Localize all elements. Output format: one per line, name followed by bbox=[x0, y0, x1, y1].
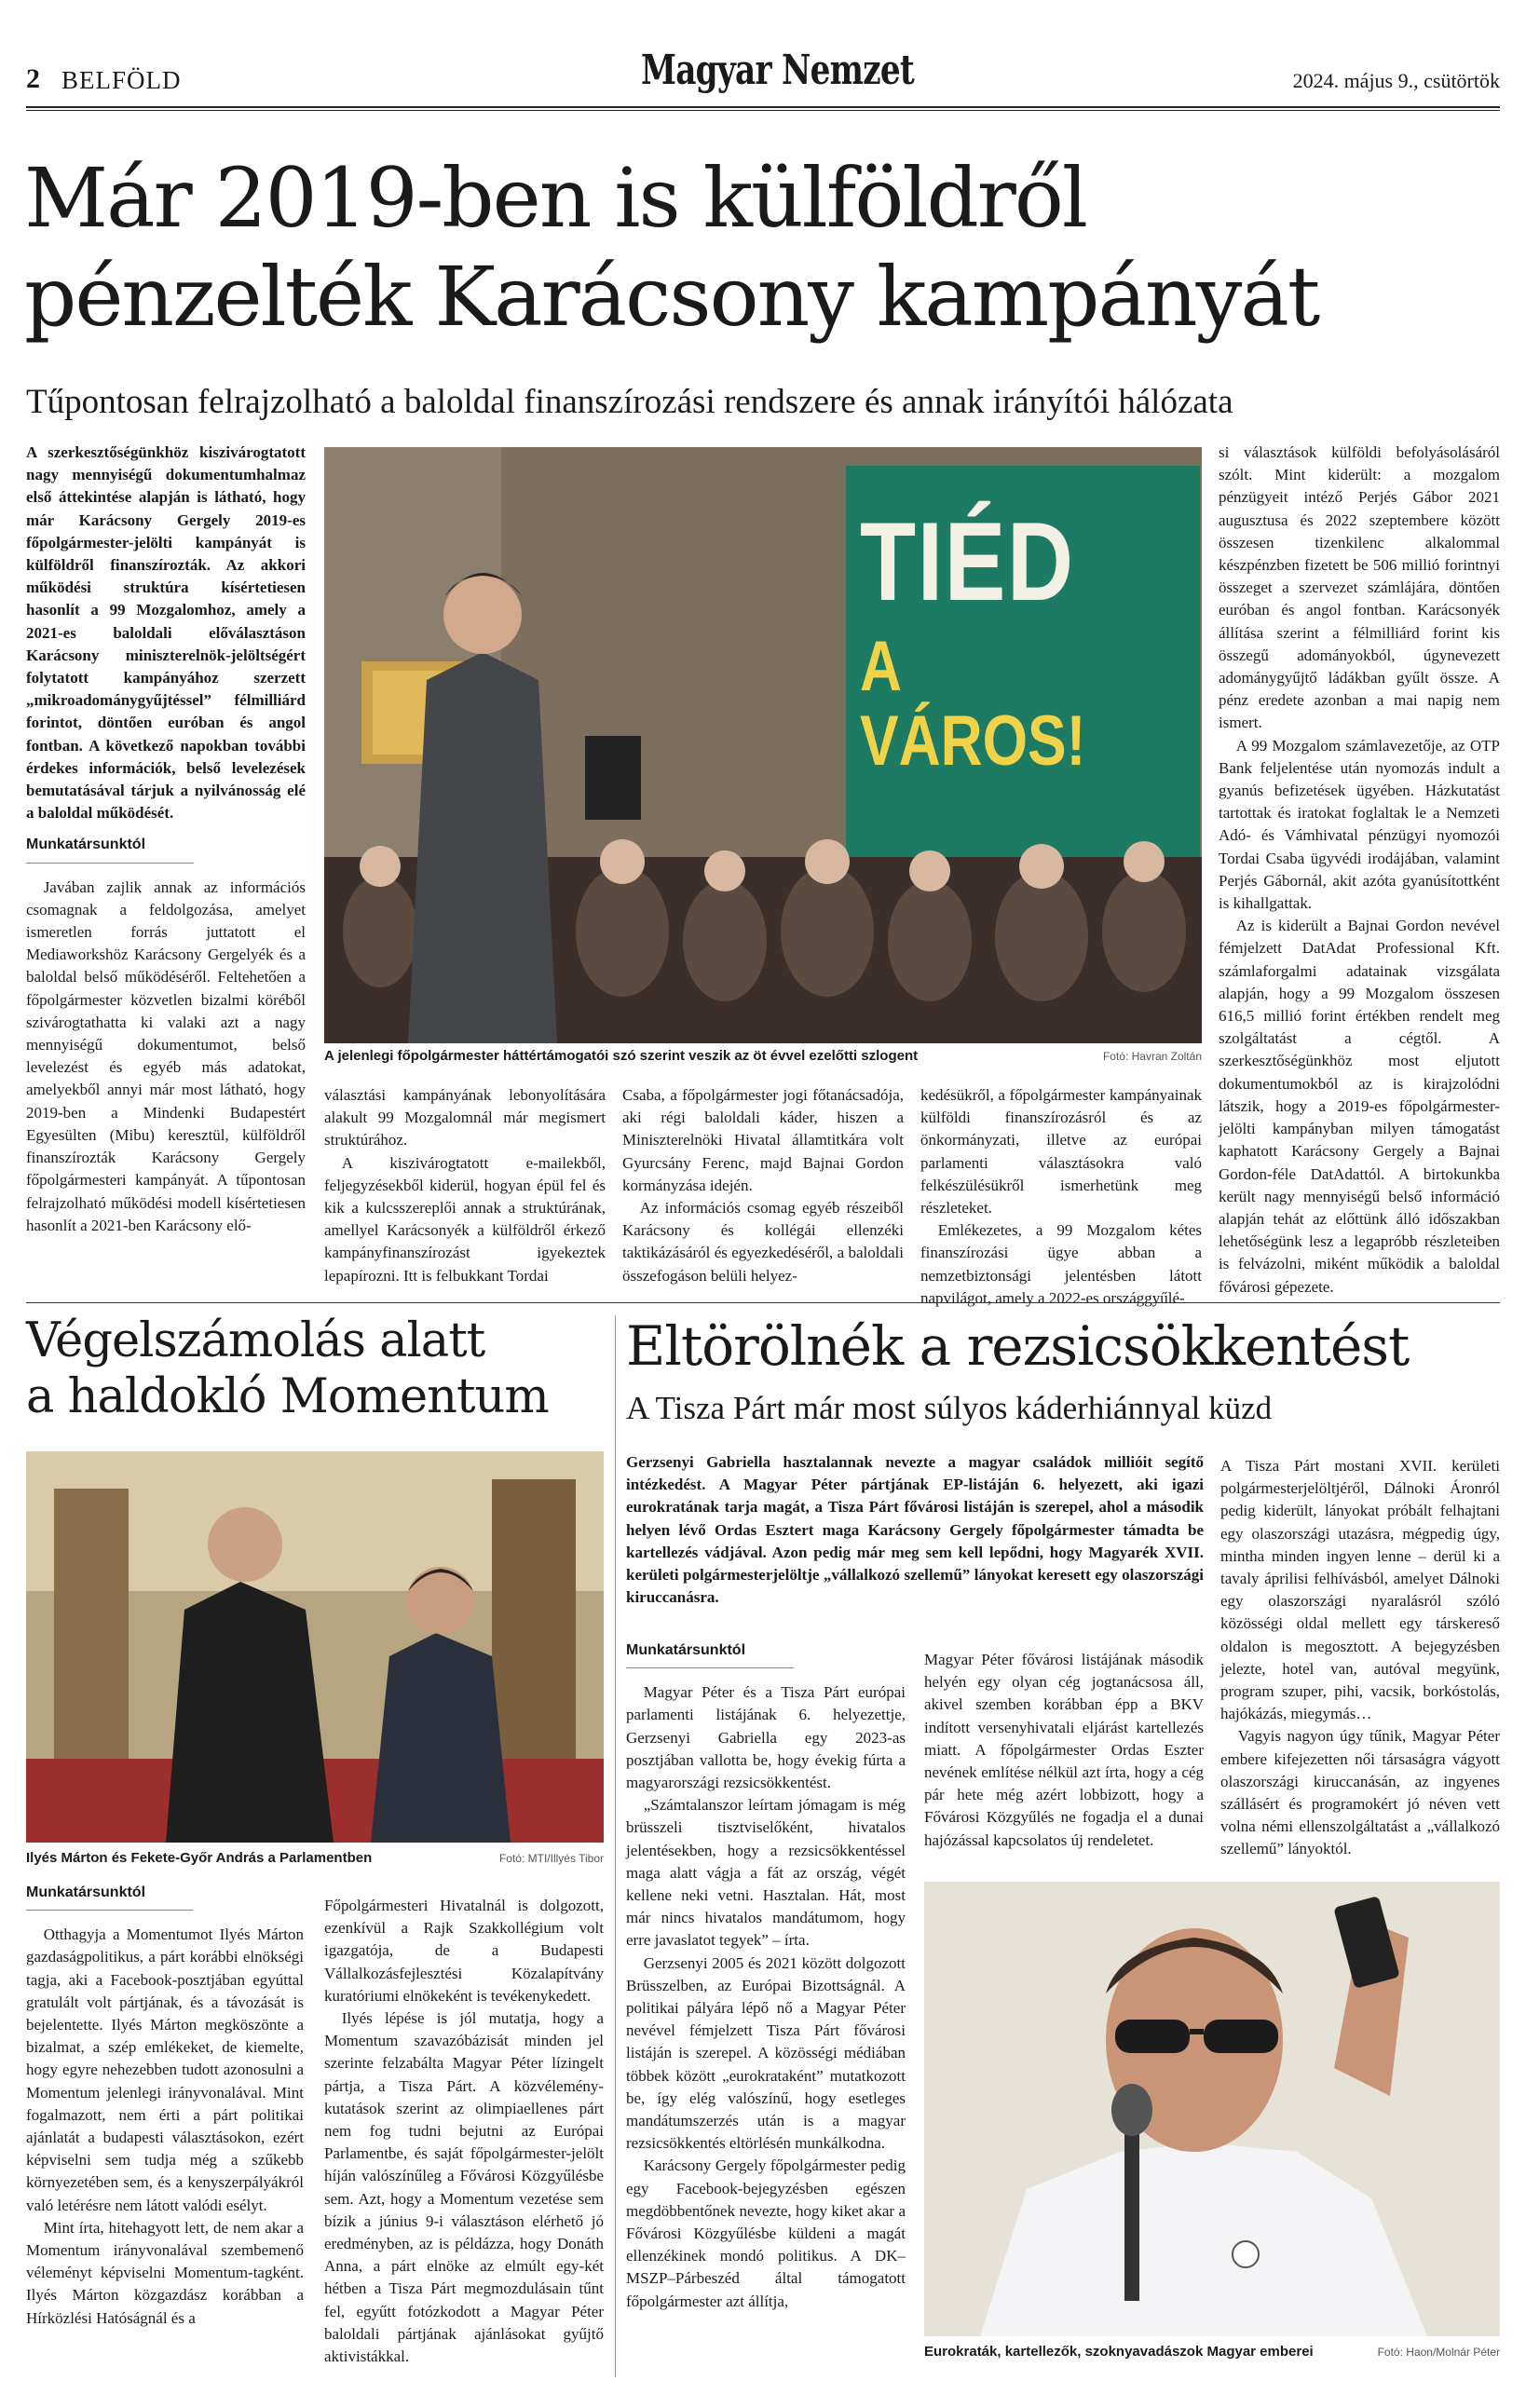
article1-lead: A szerkesztőségünkhöz kiszivárogtatott nagy mennyiségű dokumentumhalmaz első áttekintése alapján is látható, hogy már Karácsony Gergely 2019-es főpolgármester-jelölti kampányát is külföldről finanszírozták. Az akkori működési struktúra kísértetiesen hasonlít a 99 Mozgalomhoz, amely a 2021-es baloldali előválasztáson Karácsony miniszterelnök-jelöltségért folytatott kampányához szerzett „mikroadománygyűjtéssel” félmilliárd forintot, döntően euróban és angol fontban. A következő napokban további érdekes információk, belső levelezések bemutatásával tárjuk a nyilvánosság elé a baloldal működését. bbox=[26, 443, 306, 823]
article3-photo-caption bbox=[924, 2344, 1500, 2360]
banner-line1: TIÉD bbox=[860, 499, 1075, 624]
speaker-box bbox=[585, 736, 641, 820]
article3-col1-p1: Magyar Péter és a Tisza Párt európai parlamenti listájának 6. helyezettje, Gerzsenyi Gabriella egy 2023-as posztjában vallotta be, hogy évekig fúrta a magyarországi rezsicsökkentést. bbox=[626, 1683, 906, 1792]
article2-col1-p1: Otthagyja a Momentumot Ilyés Márton gazdaságpolitikus, a párt korábbi elnökségi tagja, aki a Facebook-posztjában egyúttal gratulált volt pártjának, és a távozását is bejelentette. Ilyés Márton megköszönte a bizalmat, a szép emlékeket, de kiemelte, hogy egyre nehezebben tudott azonosulni a Momentum jelenlegi irányvonalával. Mint fogalmazott, nem érti a párt politikai ajánlatát a budapesti választásokon, ezért képviselni sem tudja még a szűkebb környezetében sem, és a kenyszerpályákról való letérésre nem látott valódi esélyt. bbox=[26, 1925, 304, 2214]
header-rule bbox=[26, 106, 1500, 111]
article3-byline: Munkatársunktól bbox=[626, 1639, 794, 1668]
article1-subtitle: Tűpontosan felrajzolható a baloldal finanszírozási rendszere és annak irányítói hálózata bbox=[26, 383, 1233, 421]
article3-col2-p1: Magyar Péter fővárosi listájának második helyén egy olyan cég jogtanácsosa áll, akivel szemben korábban épp a BKV indított versenyhivatali eljárást kartellezés miatt. A főpolgármester Ordas Eszter nevének említése nélkül azt írta, hogy a cég pár hete még azért lobbizott, hogy a Fővárosi Közgyűlés ne fogadja el a dunai hajózással kapcsolatos új rendeletet. bbox=[924, 1651, 1204, 1849]
article3-caption-text: Eurokraták, kartellezők, szoknyavadászok Magyar emberei bbox=[924, 2344, 1314, 2360]
article1-col5-p3: Az is kiderült a Bajnai Gordon nevével fémjelzett DatAdat Professional Kft. számlaforgalmi adatainak vizsgálata alapján, hogy a 99 Mozgalom összesen 616,5 millió forint értékben rendelt meg szolgáltatást a cégtől. A szerkesztőségünkhöz most eljutott dokumentumokból az is kirajzolódni látszik, hogy a 2019-es főpolgármester-jelölti kampányban milyen támogatást kaphatott Karácsony Gergely a Bajnai Gordon-féle DatAdattól. A birtokunkba került nagy mennyiségű belső információ alapján tehát az előttünk álló időszakban lehetőségünk lesz a legapróbb részleteiben is felvázolni, miként működik a baloldal fővárosi gépezete. bbox=[1219, 917, 1500, 1296]
issue-date: 2024. május 9., csütörtök bbox=[1292, 69, 1500, 92]
section-label: BELFÖLD bbox=[61, 66, 182, 94]
article1-byline: Munkatársunktól bbox=[26, 834, 194, 863]
article1-photo-caption bbox=[324, 1048, 1202, 1064]
column-divider bbox=[615, 1315, 616, 2377]
article1-column-5 bbox=[1219, 442, 1500, 1296]
article3-title: Eltörölnék a rezsicsökkentést bbox=[626, 1314, 1410, 1378]
article2-title-line1: Végelszámolás alatt bbox=[26, 1313, 485, 1368]
article3-column-2 bbox=[924, 1649, 1204, 1869]
article2-column-2 bbox=[324, 1895, 604, 2374]
sunglasses bbox=[1115, 2020, 1190, 2053]
article3-lead-block bbox=[626, 1451, 1204, 1628]
article1-col3-p1: Csaba, a főpolgármester jogi főtanácsadója, aki régi baloldali káder, hiszen a Miniszterelnöki Hivatal államtitkára volt Gyurcsány Ferenc, majd Bajnai Gordon kormányzása idején. bbox=[622, 1086, 904, 1194]
article1-col4-p1: kedésükről, a főpolgármester kampányainak külföldi finanszírozásról és az önkormányzati, illetve az európai parlamenti választásokra való felkészülésükről ismerhetünk meg részleteket. bbox=[920, 1086, 1202, 1218]
article2-caption-text: Ilyés Márton és Fekete-Győr András a Parlamentben bbox=[26, 1850, 373, 1866]
article3-col3-p1: A Tisza Párt mostani XVII. kerületi polgármesterjelöltjéről, Dálnoki Áronról pedig kiderült, lányokat próbált felhajtani egy olaszországi utazásra, mégpedig úgy, mintha minden ingyen lenne – derül ki a tavaly áprilisi felhívásból, amelyet Dálnoki egy olaszországi nyaralásról szóló közösségi oldal mellett egy társkereső oldalon is megosztott. A bejegyzésben jelezte, hotel van, autóval megyünk, program szuper, pihi, vacsik, borkóstolás, hajókázás, miegymás… bbox=[1220, 1457, 1500, 1723]
article3-col1-p2: „Számtalanszor leírtam jómagam is még brüsszeli tisztviselőként, hivatalos jelentésekben, hogy a rezsicsökkentéssel maga alatt vágja a fát az ország, végét kellene neki vetni. Hasztalan. Hát, most már nincs hivatalos mandátumom, hogy erre javaslatot tegyek” – írta. bbox=[626, 1796, 906, 1950]
page-number: 2 bbox=[26, 63, 40, 94]
article1-column-4 bbox=[920, 1084, 1202, 1307]
article2-photo-caption bbox=[26, 1850, 604, 1866]
article1-title bbox=[24, 149, 1515, 347]
article3-col1-p4: Karácsony Gergely főpolgármester pedig egy Facebook-bejegyzésben egészen megdöbbentőnek nevezte, hogy kiket akar a Fővárosi Közgyűlésbe küldeni a magát ellenzékinek mondó politikus. A DK–MSZP–Párbeszéd által támogatott főpolgármester azt állítja, bbox=[626, 2156, 906, 2310]
article3-column-1 bbox=[626, 1636, 906, 2374]
masthead-logo: Magyar Nemzet bbox=[641, 47, 914, 94]
article1-col2-p2: A kiszivárogtatott e-mailekből, feljegyzésekből kiderül, hogyan épül fel és kik a kulcsszereplői annak a struktúrának, amellyel Karácsonyék a külföldről érkező kampányfinanszírozást igyekeztek lepapírozni. Itt is felbukkant Tordai bbox=[324, 1153, 606, 1285]
article1-photo bbox=[324, 447, 1202, 1043]
microphone bbox=[1124, 2115, 1139, 2301]
article2-title bbox=[26, 1313, 604, 1425]
article3-lead: Gerzsenyi Gabriella hasztalannak nevezte a magyar családok millióit segítő intézkedést. A Magyar Péter pártjának EP-listáján 6. helyezett, aki igazi eurokratának tarja magát, a Tisza Párt fővárosi listáján is szerepel, ahol a második helyen lévő Ordas Esztert maga Karácsony Gergely főpolgármester támadta be kartellezés vádjával. Azon pedig már meg sem kell lepődni, hogy Magyarék XVII. kerületi polgármesterjelöltje „vállalkozó szellemű” lányokat keresett egy olaszországi kiruccanásra. bbox=[626, 1453, 1204, 1607]
section-divider bbox=[26, 1302, 1500, 1303]
article1-col2-p1: választási kampányának lebonyolítására alakult 99 Mozgalomnál már megismert struktúrához. bbox=[324, 1086, 606, 1150]
article2-photo-scene bbox=[26, 1451, 604, 1843]
article3-col3-p2: Vagyis nagyon úgy tűnik, Magyar Péter embere kifejezetten női társaságra vágyott olaszországi kiruccanásán, az ingyenes szállásért és programokért jó néven vett volna némi ellenszolgáltatást a „vállalkozó szellemű” lányoktól. bbox=[1220, 1727, 1500, 1858]
article1-col5-p2: A 99 Mozgalom számlavezetője, az OTP Bank feljelentése után nyomozás indult a gyanús befizetések ügyében. Házkutatást tartottak és iratokat foglaltak le a Nemzeti Adó- és Vámhivatal pénzügyi nyomozói Tordai Csaba ügyvédi irodájában, valamint Perjés Gábornál, akit azóta gyanúsítottként is kihallgattak. bbox=[1219, 736, 1500, 913]
article2-col2-p1: Főpolgármesteri Hivatalnál is dolgozott, ezenkívül a Rajk Szakkollégium volt igazgatója, de a Budapesti Vállalkozásfejlesztési Közalapítvány kuratóriumi elnökeként is tevékenykedett. bbox=[324, 1897, 604, 2005]
badge bbox=[1233, 2241, 1259, 2267]
article2-col1-p2: Mint írta, hitehagyott lett, de nem akar a Momentum irányvonalával szembemenő véleményt képviselni Momentum-tagként. Ilyés Márton közgazdász korábban a Hírközlési Hatóságnál és a bbox=[26, 2218, 304, 2327]
article1-col4-p2: Emlékezetes, a 99 Mozgalom kétes finanszírozási ügye abban a nemzetbiztonsági jelentésben látott napvilágot, amely a 2022-es országgyűlé- bbox=[920, 1221, 1202, 1307]
article2-byline: Munkatársunktól bbox=[26, 1882, 193, 1911]
article1-col3-p2: Az információs csomag egyéb részeiből Karácsony és kollégái ellenzéki taktikázásáról és egyezkedéséről, a baloldali összefogáson belüli helyez- bbox=[622, 1199, 904, 1285]
article1-caption-text: A jelenlegi főpolgármester háttértámogatói szó szerint veszik az öt évvel ezelőtti szlogent bbox=[324, 1048, 919, 1064]
article1-col5-p1: si választások külföldi befolyásolásáról szólt. Mint kiderült: a mozgalom pénzügyeit intéző Perjés Gábor 2021 augusztusa és 2022 szeptembere között összesen tizenkilenc alkalommal készpénzben fizetett be 506 millió forintnyi összeget a szervezet számlájára, döntően euróban és angol fontban. Karácsonyék állítása szerint a félmilliárd forint kis összegű adományokból, úgynevezett adománygyűjtő ládákban gyűlt össze. A pénz eredete azonban a mai napig nem ismert. bbox=[1219, 443, 1500, 732]
article1-photo-credit: Fotó: Havran Zoltán bbox=[1102, 1050, 1202, 1063]
article2-col2-p2: Ilyés lépése is jól mutatja, hogy a Momentum szavazóbázisát minden jel szerinte felzabálta Magyar Péter lízingelt pártja, a Tisza Párt. A közvélemény-kutatások szerint az olimpiaellenes párt nem fog tudni bejutni az Európai Parlamentbe, és saját főpolgármester-jelölt híján valószínűleg a Fővárosi Közgyűlésbe sem. Azt, hogy a Momentum vezetése sem bízik a június 9-i választáson elérhető jó eredményben, az is példázza, hogy Donáth Anna, a párt elnöke az elmúlt egy-két hétben a Tisza Párt megmozdulásain tűnt fel, egyűtt fotózkodott a Magyar Péter baloldali pártjának ajánlásokat gyűjtő aktivistákkal. bbox=[324, 2009, 604, 2366]
article3-col1-p3: Gerzsenyi 2005 és 2021 között dolgozott Brüsszelben, az Európai Bizottságnál. A politikai pályára lépő nő a Magyar Péter nevével fémjelzett Tisza Párt fővárosi listáján is szerepel. A közösségi médiában többek között „eurokrataként” mutatkozott be, így elég valószínű, hogy esetleges mandátumszerzés után is a magyar rezsicsökkentés eltörlésén munkálkodna. bbox=[626, 1953, 906, 2153]
banner-text bbox=[860, 499, 1186, 781]
page-header bbox=[26, 47, 1500, 116]
article1-column-2 bbox=[324, 1084, 606, 1289]
article3-photo-scene bbox=[924, 1882, 1500, 2336]
person-right bbox=[371, 1633, 511, 1843]
article2-photo-credit: Fotó: MTI/Illyés Tibor bbox=[498, 1852, 604, 1865]
article1-title-line1: Már 2019-ben is külföldről bbox=[24, 150, 1086, 246]
article3-photo bbox=[924, 1882, 1500, 2336]
article2-photo bbox=[26, 1451, 604, 1843]
article3-column-3 bbox=[1220, 1455, 1500, 1865]
speaker-figure bbox=[408, 652, 557, 1043]
article3-subtitle: A Tisza Párt már most súlyos káderhiánnyal küzd bbox=[626, 1390, 1273, 1426]
article2-title-line2: a haldokló Momentum bbox=[26, 1369, 549, 1424]
article1-title-line2: pénzelték Karácsony kampányát bbox=[24, 249, 1319, 345]
article3-photo-credit: Fotó: Haon/Molnár Péter bbox=[1377, 2346, 1500, 2359]
article1-body-p1: Javában zajlik annak az információs csomagnak a feldolgozása, amelyet ismeretlen forrás juttatott el Mediaworkshöz Karácsony Gergelyék és a baloldal belső működéséről. Feltehetően a főpolgármester közvetlen bizalmi köréből szivárogtathatta ki valaki azt a nagy mennyiségű dokumentumot, belső levelezést és egyéb más adatokat, amelyekből annyi már most látható, hogy 2019-ben a Mindenki Budapestért Egyesülten (Mibu) keresztül, külföldről finanszírozták Karácsony Gergely főpolgármesteri kampányát. A tűpontosan felrajzolható működési modell kísértetiesen hasonlít a 2021-ben Karácsony elő- bbox=[26, 877, 306, 1234]
article1-column-3 bbox=[622, 1084, 904, 1289]
article2-column-1 bbox=[26, 1880, 304, 2374]
banner-line2: A VÁROS! bbox=[860, 627, 1086, 781]
